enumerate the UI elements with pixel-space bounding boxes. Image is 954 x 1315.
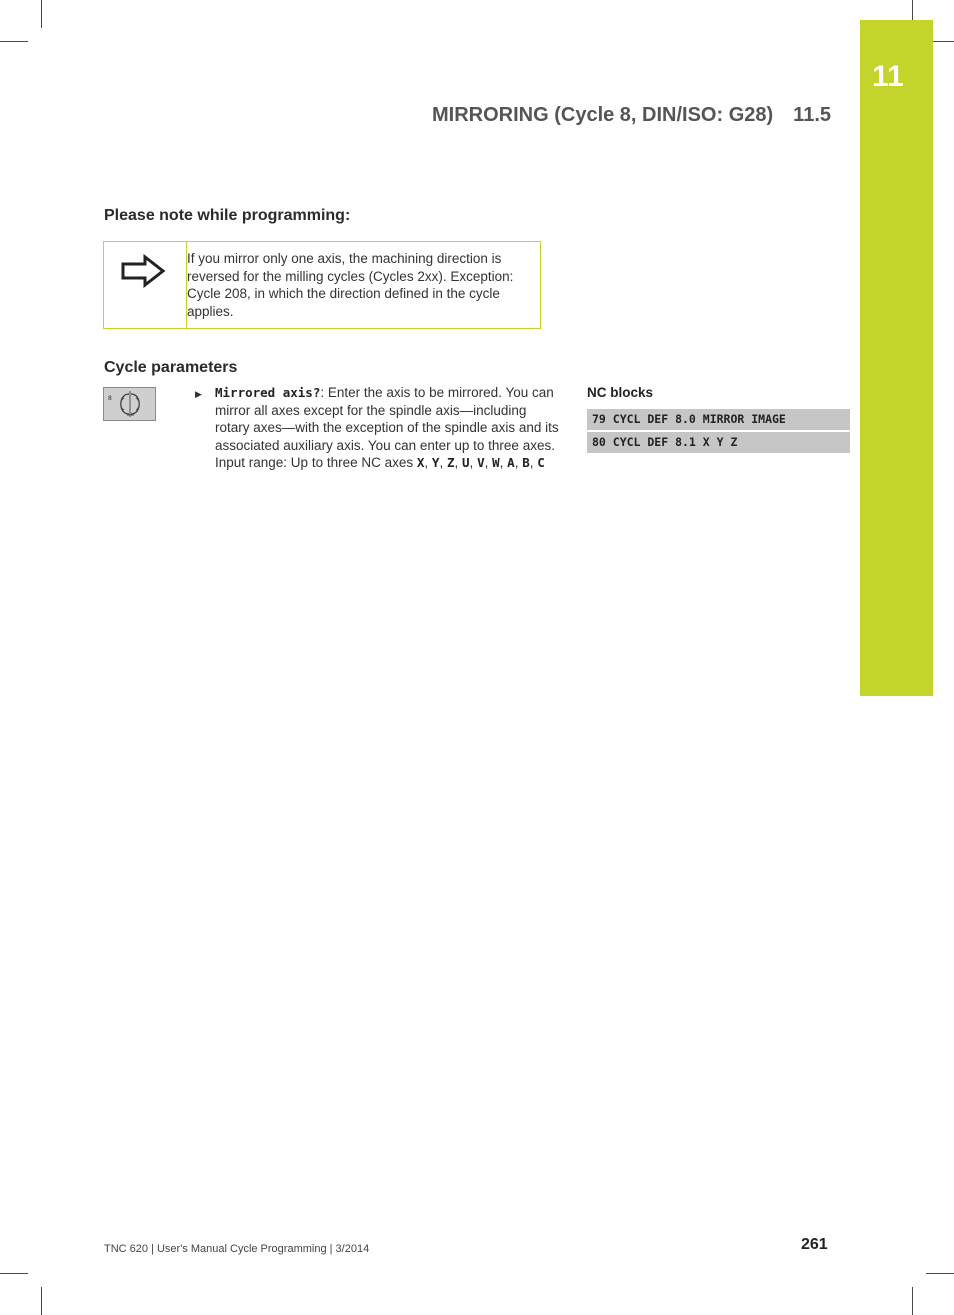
crop-mark xyxy=(912,1287,913,1315)
footer-text: TNC 620 | User's Manual Cycle Programming | 3/2014 xyxy=(104,1243,370,1255)
svg-text:8: 8 xyxy=(108,395,112,402)
axis-b: B xyxy=(522,455,530,470)
crop-mark xyxy=(0,1273,28,1274)
note-box xyxy=(103,241,541,329)
crop-mark xyxy=(926,1273,954,1274)
parameter-description: : Enter the axis to be mirrored. You can mirror all axes except for the spindle axis—including rotary axes—with the exception of the spindle axis and its associated auxiliary axis. You can enter up to three axes. Input range: Up to three NC axes xyxy=(215,385,559,470)
axis-u: U xyxy=(462,455,470,470)
axis-v: V xyxy=(477,455,485,470)
parameter-mirrored-axis: ▶ Mirrored axis?: Enter the axis to be mirrored. You can mirror all axes except for the spindle axis—including rotary axes—with the exception of the spindle axis and its associated auxiliary axis. You can enter up to three axes. Input range: Up to three NC axes X, Y, Z, U, V, W, A, B, C xyxy=(195,385,559,470)
chapter-tab xyxy=(860,20,933,696)
axis-y: Y xyxy=(431,455,440,470)
note-text: If you mirror only one axis, the machining direction is reversed for the milling cycles (Cycles 2xx). Exception: Cycle 208, in which the direction defined in the cycle applies. xyxy=(187,251,514,319)
nc-block-row: 80 CYCL DEF 8.1 X Y Z xyxy=(587,432,850,453)
nc-block-row: 79 CYCL DEF 8.0 MIRROR IMAGE xyxy=(587,409,850,430)
running-head-title: MIRRORING (Cycle 8, DIN/ISO: G28) xyxy=(432,104,774,126)
crop-mark xyxy=(0,41,28,42)
bullet-triangle-icon: ▶ xyxy=(195,389,202,399)
axis-x: X xyxy=(416,455,425,470)
page-number: 261 xyxy=(801,1236,828,1253)
axis-z: Z xyxy=(446,455,455,470)
crop-mark xyxy=(41,0,42,28)
note-heading: Please note while programming: xyxy=(104,207,351,224)
parameter-name: Mirrored axis? xyxy=(215,385,321,400)
axis-c: C xyxy=(537,455,545,470)
crop-mark xyxy=(41,1287,42,1315)
nc-blocks-title: NC blocks xyxy=(587,385,654,400)
axis-a: A xyxy=(507,455,515,470)
axis-w: W xyxy=(492,455,500,470)
chapter-number: 11 xyxy=(872,60,904,93)
running-head-section: 11.5 xyxy=(793,104,831,126)
cycle-parameters-heading: Cycle parameters xyxy=(104,359,238,376)
mirror-cycle-softkey-icon xyxy=(103,387,156,421)
arrow-right-icon xyxy=(121,254,167,288)
running-head xyxy=(432,104,831,127)
